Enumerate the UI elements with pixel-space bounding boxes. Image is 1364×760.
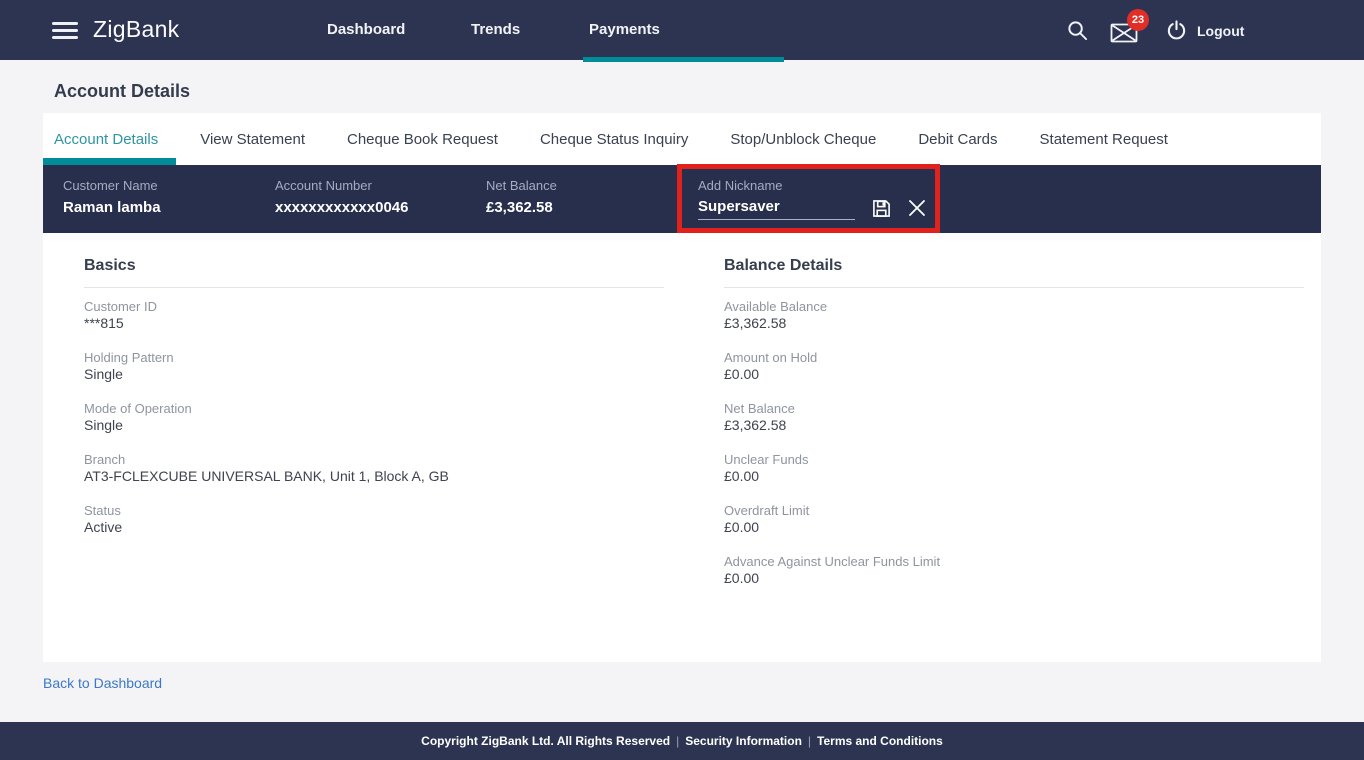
tab-bar bbox=[43, 113, 1321, 165]
nav-item-trends[interactable]: Trends bbox=[471, 21, 521, 38]
summary-account-number bbox=[275, 178, 408, 216]
field-label: Branch bbox=[84, 452, 126, 467]
field-value: £0.00 bbox=[724, 366, 760, 382]
security-information-link[interactable]: Security Information bbox=[685, 734, 802, 748]
field-value: Raman lamba bbox=[63, 199, 161, 216]
details-content bbox=[43, 233, 1321, 662]
tab-statement-request[interactable]: Statement Request bbox=[1039, 130, 1168, 148]
search-icon[interactable] bbox=[1066, 19, 1089, 42]
account-details-card bbox=[43, 113, 1321, 662]
footer-separator: | bbox=[676, 734, 680, 748]
field-holding-pattern bbox=[84, 349, 664, 383]
section-heading: Balance Details bbox=[724, 257, 843, 274]
field-label: Account Number bbox=[275, 178, 372, 193]
field-value: £3,362.58 bbox=[486, 199, 553, 216]
field-label: Unclear Funds bbox=[724, 452, 809, 467]
back-to-dashboard-link[interactable]: Back to Dashboard bbox=[43, 675, 163, 691]
nav-item-payments[interactable]: Payments bbox=[589, 21, 660, 38]
section-divider bbox=[724, 287, 1304, 288]
field-label: Holding Pattern bbox=[84, 350, 174, 365]
tab-cheque-status-inquiry[interactable]: Cheque Status Inquiry bbox=[539, 130, 689, 148]
power-icon bbox=[1166, 20, 1187, 42]
field-label: Net Balance bbox=[486, 178, 557, 193]
field-label: Amount on Hold bbox=[724, 350, 818, 365]
balance-details-section bbox=[724, 257, 1304, 587]
field-label: Overdraft Limit bbox=[724, 503, 810, 518]
field-label: Customer ID bbox=[84, 299, 157, 314]
page-title: Account Details bbox=[54, 81, 191, 101]
top-navbar bbox=[0, 0, 1364, 60]
add-nickname-label: Add Nickname bbox=[698, 178, 783, 193]
field-value: £0.00 bbox=[724, 519, 760, 535]
section-heading: Basics bbox=[84, 257, 136, 274]
field-mode-of-operation bbox=[84, 400, 664, 434]
tab-account-details[interactable]: Account Details bbox=[54, 130, 159, 148]
field-label: Status bbox=[84, 503, 121, 518]
field-value: xxxxxxxxxxxx0046 bbox=[275, 199, 409, 216]
field-amount-on-hold bbox=[724, 349, 1304, 383]
tab-debit-cards[interactable]: Debit Cards bbox=[918, 130, 998, 148]
field-available-balance bbox=[724, 298, 1304, 332]
field-advance-against-unclear-funds-limit bbox=[724, 553, 1304, 587]
account-summary-bar bbox=[43, 165, 1321, 233]
field-value: Active bbox=[84, 519, 123, 535]
field-net-balance bbox=[724, 400, 1304, 434]
cancel-nickname-button[interactable] bbox=[908, 199, 926, 217]
field-value: AT3-FCLEXCUBE UNIVERSAL BANK, Unit 1, Block A, GB bbox=[84, 468, 449, 484]
field-overdraft-limit bbox=[724, 502, 1304, 536]
field-unclear-funds bbox=[724, 451, 1304, 485]
field-value: Single bbox=[84, 417, 123, 433]
footer-separator: | bbox=[807, 734, 812, 748]
tab-cheque-book-request[interactable]: Cheque Book Request bbox=[347, 130, 498, 148]
summary-customer-name bbox=[63, 178, 161, 216]
field-label: Customer Name bbox=[63, 178, 158, 193]
close-icon bbox=[908, 199, 926, 217]
menu-icon[interactable] bbox=[52, 22, 78, 39]
notification-badge: 23 bbox=[1127, 9, 1149, 31]
nickname-input[interactable] bbox=[698, 196, 855, 220]
basics-section bbox=[84, 257, 664, 536]
logout-button[interactable] bbox=[1166, 20, 1244, 42]
section-divider bbox=[84, 287, 664, 288]
field-value: £3,362.58 bbox=[724, 315, 787, 331]
field-value: Single bbox=[84, 366, 123, 382]
field-branch bbox=[84, 451, 664, 485]
save-nickname-button[interactable] bbox=[872, 199, 891, 218]
field-label: Available Balance bbox=[724, 299, 828, 314]
field-value: £0.00 bbox=[724, 570, 760, 586]
field-value: £3,362.58 bbox=[724, 417, 787, 433]
logout-label: Logout bbox=[1197, 23, 1245, 39]
summary-net-balance bbox=[486, 178, 557, 216]
tab-view-statement[interactable]: View Statement bbox=[200, 130, 305, 148]
add-nickname-group bbox=[698, 178, 926, 220]
field-customer-id bbox=[84, 298, 664, 332]
tab-stop-unblock-cheque[interactable]: Stop/Unblock Cheque bbox=[730, 130, 877, 148]
field-value: £0.00 bbox=[724, 468, 760, 484]
footer bbox=[0, 722, 1364, 760]
field-label: Mode of Operation bbox=[84, 401, 192, 416]
nav-item-dashboard[interactable]: Dashboard bbox=[327, 21, 406, 38]
copyright-text: Copyright ZigBank Ltd. All Rights Reserved bbox=[421, 734, 671, 748]
field-label: Advance Against Unclear Funds Limit bbox=[724, 554, 941, 569]
save-icon bbox=[872, 199, 891, 218]
field-label: Net Balance bbox=[724, 401, 795, 416]
field-status bbox=[84, 502, 664, 536]
field-value: ***815 bbox=[84, 315, 124, 331]
active-nav-underline bbox=[583, 57, 784, 62]
brand-logo[interactable]: ZigBank bbox=[93, 16, 180, 42]
terms-and-conditions-link[interactable]: Terms and Conditions bbox=[817, 734, 943, 748]
active-tab-underline bbox=[43, 158, 176, 165]
